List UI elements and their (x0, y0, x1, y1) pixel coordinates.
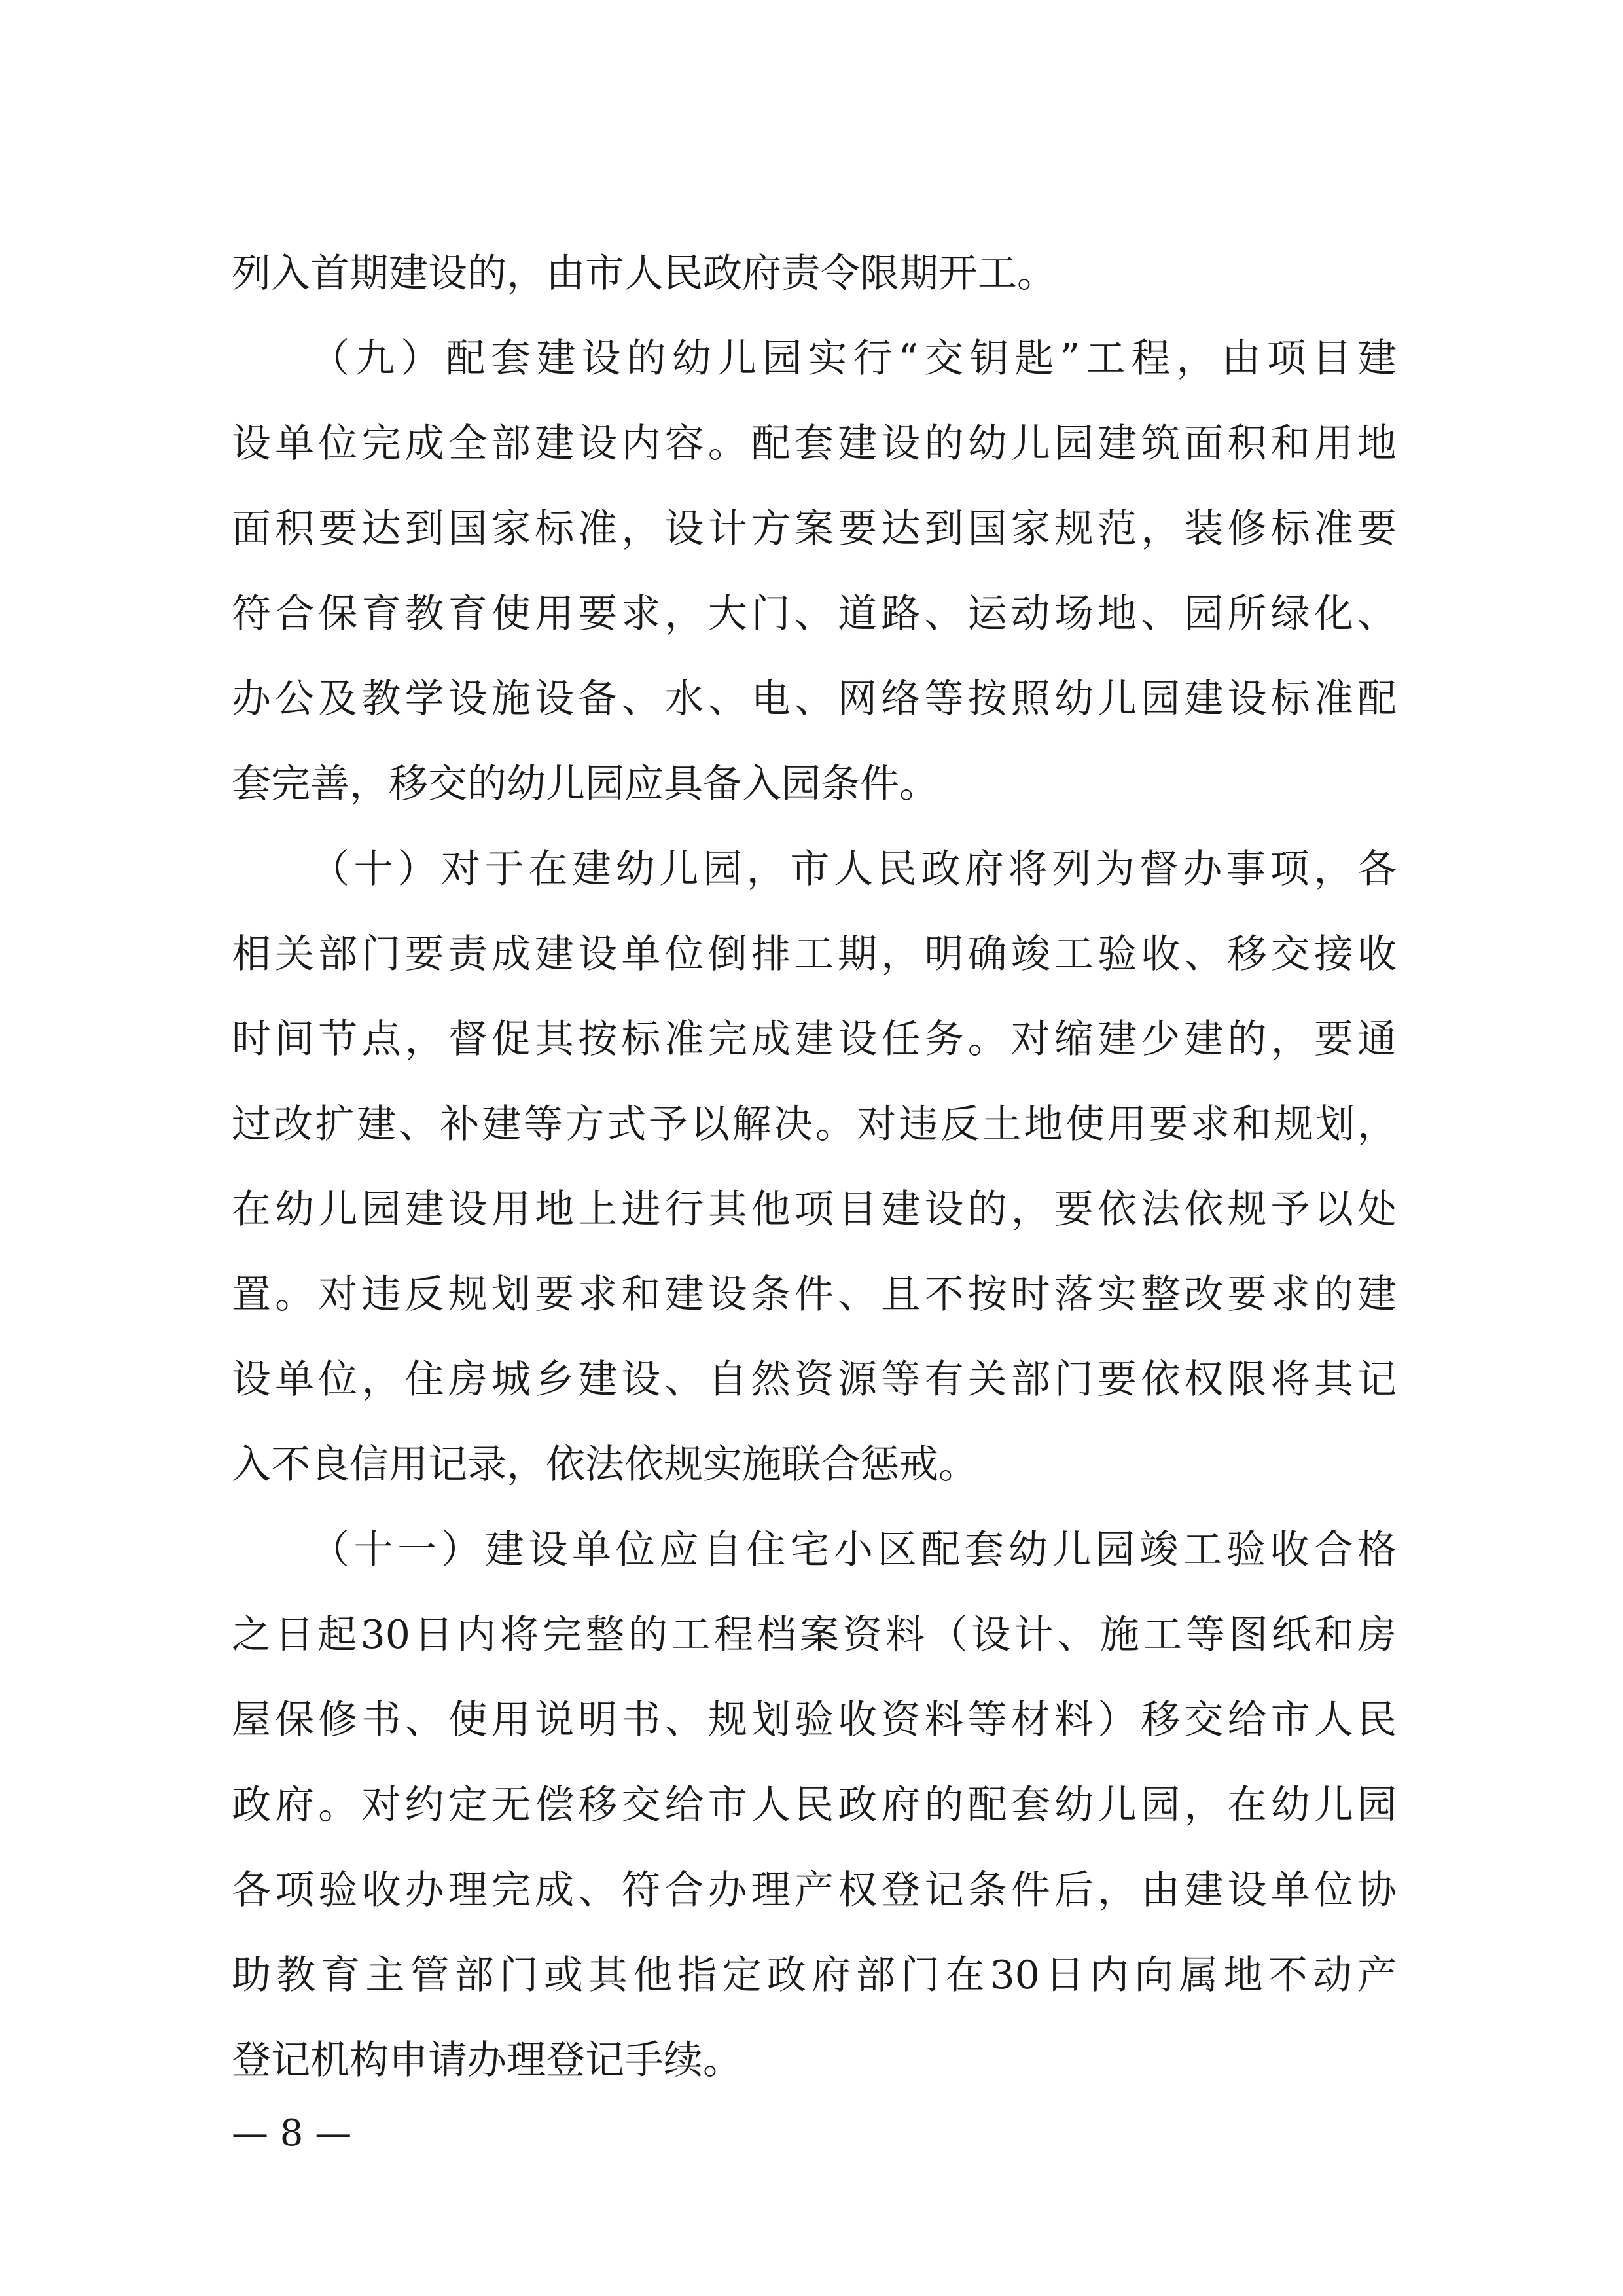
text-line: 设单位，住房城乡建设、自然资源等有关部门要依权限将其记 (232, 1357, 1397, 1403)
text-line: 办公及教学设施设备、水、电、网络等按照幼儿园建设标准配 (232, 676, 1397, 722)
text-line: 列入首期建设的，由市人民政府责令限期开工。 (232, 251, 1056, 296)
text-line: 符合保育教育使用要求，大门、道路、运动场地、园所绿化、 (232, 591, 1397, 637)
text-line: 屋保修书、使用说明书、规划验收资料等材料）移交给市人民 (232, 1697, 1397, 1743)
text-line: 之日起30日内将完整的工程档案资料（设计、施工等图纸和房 (232, 1612, 1397, 1658)
text-line: 面积要达到国家标准，设计方案要达到国家规范，装修标准要 (232, 506, 1397, 552)
paragraph-10-first-line: （十）对于在建幼儿园，市人民政府将列为督办事项，各 (310, 846, 1397, 892)
text-line: 在幼儿园建设用地上进行其他项目建设的，要依法依规予以处 (232, 1187, 1397, 1232)
paragraph-9-first-line: （九）配套建设的幼儿园实行“交钥匙”工程，由项目建 (310, 336, 1397, 382)
text-line: 时间节点，督促其按标准完成建设任务。对缩建少建的，要通 (232, 1016, 1397, 1062)
text-line: 各项验收办理完成、符合办理产权登记条件后，由建设单位协 (232, 1867, 1397, 1913)
text-line: 政府。对约定无偿移交给市人民政府的配套幼儿园，在幼儿园 (232, 1782, 1397, 1828)
text-line: 置。对违反规划要求和建设条件、且不按时落实整改要求的建 (232, 1272, 1397, 1318)
paragraph-11-first-line: （十一）建设单位应自住宅小区配套幼儿园竣工验收合格 (310, 1527, 1397, 1573)
text-line: 入不良信用记录，依法依规实施联合惩戒。 (232, 1442, 978, 1488)
text-line: 设单位完成全部建设内容。配套建设的幼儿园建筑面积和用地 (232, 421, 1397, 467)
text-line: 登记机构申请办理登记手续。 (232, 2037, 742, 2083)
text-line: 过改扩建、补建等方式予以解决。对违反土地使用要求和规划， (232, 1102, 1397, 1147)
page-number: — 8 — (232, 2112, 352, 2155)
text-line: 相关部门要责成建设单位倒排工期，明确竣工验收、移交接收 (232, 931, 1397, 977)
text-line: 套完善，移交的幼儿园应具备入园条件。 (232, 761, 938, 807)
text-line: 助教育主管部门或其他指定政府部门在30日内向属地不动产 (232, 1952, 1397, 1998)
